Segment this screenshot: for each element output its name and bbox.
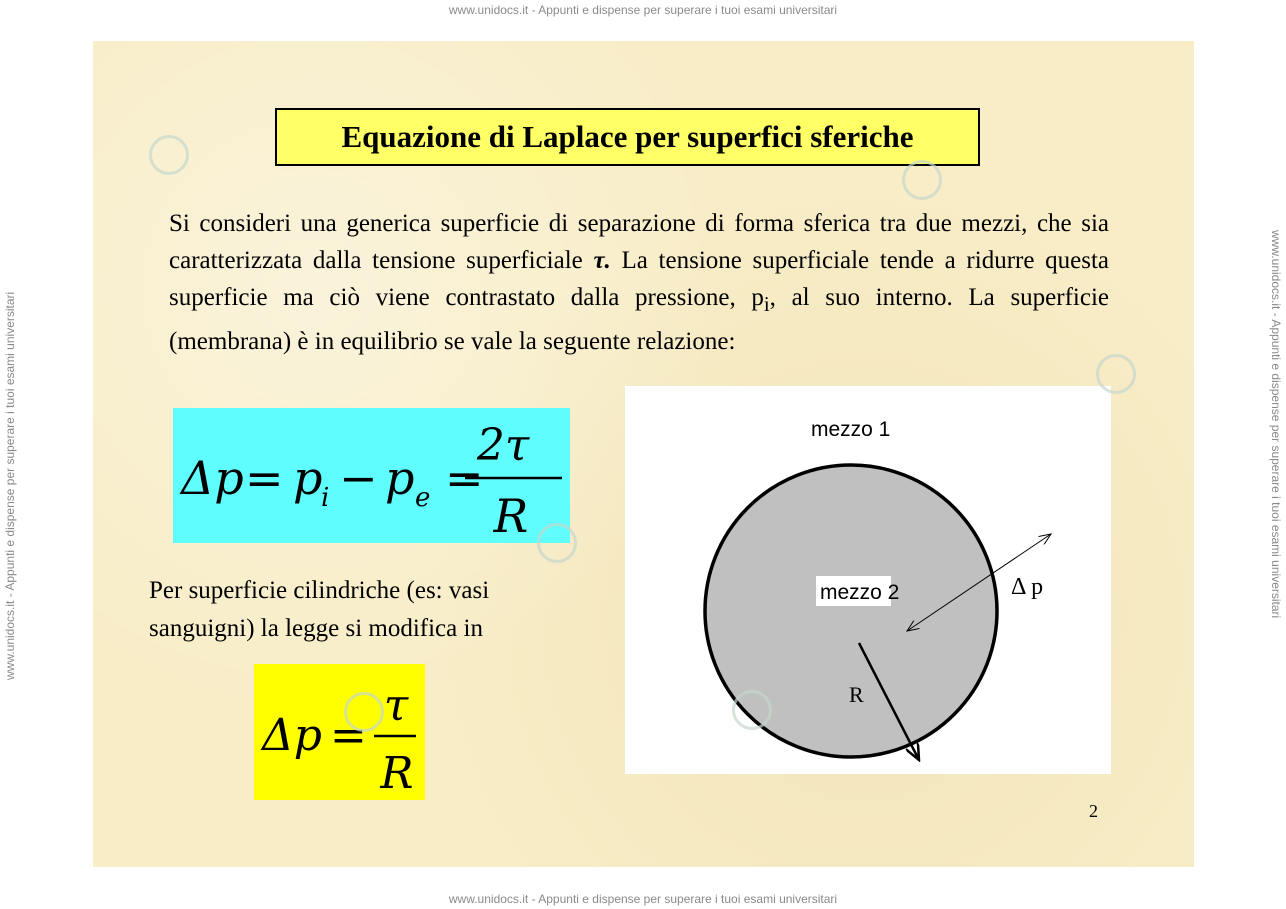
cylindrical-text: Per superficie cilindriche (es: vasi sanguigni) la legge si modifica in [149,577,490,642]
intro-text-1: Si consideri una generica superficie di separazione di forma sferica tra due mezzi, che sia caratterizzata dalla tensione superficiale [169,210,1109,274]
slide [93,41,1194,867]
watermark-logo-icon [902,160,942,200]
formula1-p1: p [293,451,323,505]
watermark-top: www.unidocs.it - Appunti e dispense per superare i tuoi esami universitari [448,3,838,17]
outer-medium-label: mezzo 1 [811,418,891,441]
formula1-sub-e: e [415,483,431,513]
watermark-logo-icon [344,692,384,732]
tau-symbol: τ. [593,247,611,274]
watermark-logo-icon [149,135,189,175]
formula1-eq2: = [445,451,484,505]
radius-label: R [849,682,864,707]
formula1-p2: p [385,451,415,505]
subscript-i: i [763,292,770,316]
sphere-diagram [625,386,1111,774]
formula2-eq: = [330,710,367,761]
watermark-logo-icon [1096,354,1136,394]
intro-text-2: La tensione superficiale tende a ridurre questa superficie ma ciò viene contrastato dalla pressione, p [169,247,1110,311]
formula1-lhs: Δp [181,451,244,505]
formula2-numerator: τ [383,680,409,731]
page-number: 2 [1089,801,1098,821]
formula1-numerator: 2τ [476,420,530,471]
formula2-lhs: Δp [262,710,322,761]
formula1-sub-i: i [321,483,330,513]
intro-text-3: , al suo interno. La superficie (membrana) è in equilibrio se vale la seguente relazione: [169,284,1110,355]
watermark-left: www.unidocs.it - Appunti e dispense per superare i tuoi esami universitari [3,291,17,680]
watermark-logo-icon [537,523,577,563]
formula1-minus: − [339,451,378,505]
formula1-denominator: R [493,489,529,543]
formula2-denominator: R [380,748,414,799]
pressure-label: Δ p [1011,574,1044,600]
formula1-eq1: = [245,451,284,505]
watermark-right: www.unidocs.it - Appunti e dispense per superare i tuoi esami universitari [1269,230,1283,619]
intro-paragraph [169,205,1109,360]
inner-medium-label: mezzo 2 [820,581,900,604]
cylindrical-formula [254,664,425,800]
slide-title: Equazione di Laplace per superfici sferiche [275,108,980,166]
watermark-bottom: www.unidocs.it - Appunti e dispense per superare i tuoi esami universitari [448,892,838,906]
spherical-formula [173,408,570,543]
watermark-logo-icon [732,690,772,730]
